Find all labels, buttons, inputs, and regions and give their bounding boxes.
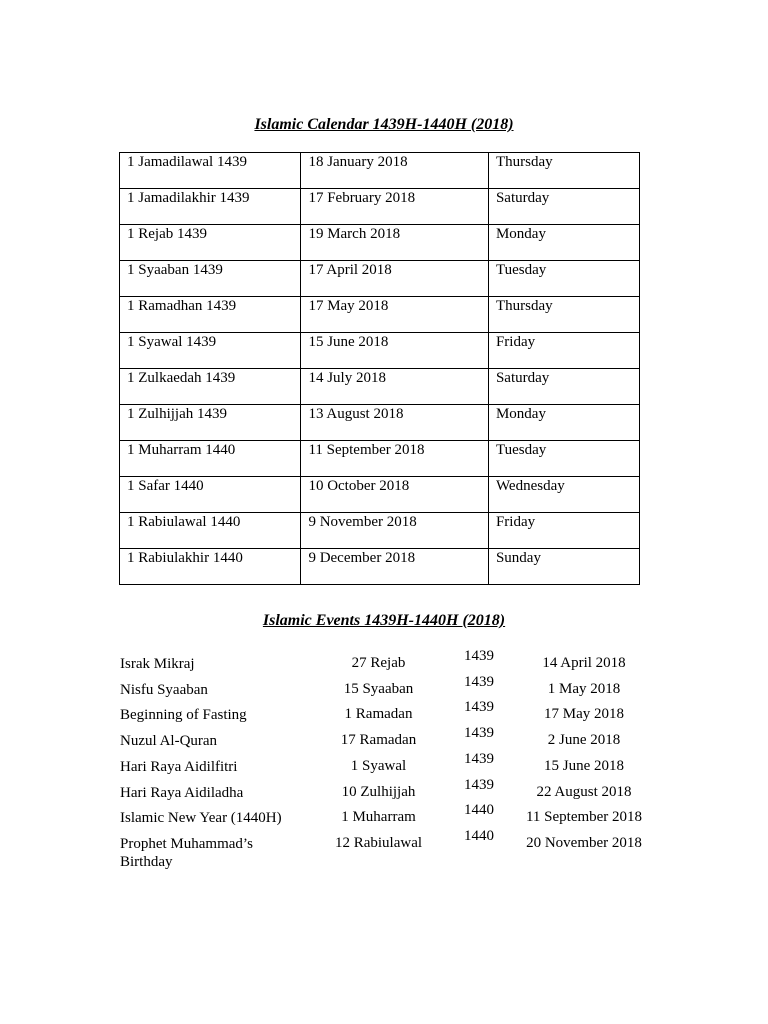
calendar-row — [120, 405, 640, 441]
event-hijri-date: 1 Muharram — [341, 809, 416, 825]
event-gregorian-date: 11 September 2018 — [525, 809, 643, 825]
event-hijri-date: 15 Syaaban — [343, 681, 414, 697]
event-gregorian-date: 1 May 2018 — [547, 681, 621, 697]
hijri-date-cell: 1 Rabiulawal 1440 — [120, 513, 301, 549]
event-hijri-date: 1 Syawal — [350, 758, 407, 774]
calendar-row — [120, 297, 640, 333]
weekday-cell: Monday — [488, 225, 639, 261]
hijri-date-cell: 1 Rejab 1439 — [120, 225, 301, 261]
gregorian-date-cell: 14 July 2018 — [301, 369, 489, 405]
event-name: Hari Raya Aidiladha — [120, 785, 244, 801]
weekday-cell: Saturday — [488, 189, 639, 225]
hijri-date-cell: 1 Zulhijjah 1439 — [120, 405, 301, 441]
event-hijri-date: 17 Ramadan — [340, 732, 417, 748]
hijri-date-cell: 1 Safar 1440 — [120, 477, 301, 513]
event-name: Hari Raya Aidilfitri — [120, 759, 238, 775]
hijri-date-cell: 1 Ramadhan 1439 — [120, 297, 301, 333]
hijri-date-cell: 1 Rabiulakhir 1440 — [120, 549, 301, 585]
gregorian-date-cell: 10 October 2018 — [301, 477, 489, 513]
weekday-cell: Friday — [488, 333, 639, 369]
gregorian-date-cell: 9 November 2018 — [301, 513, 489, 549]
event-hijri-year: 1439 — [464, 725, 494, 741]
event-row — [0, 648, 768, 678]
calendar-table — [119, 152, 640, 585]
event-gregorian-date: 15 June 2018 — [544, 758, 624, 774]
event-name: Islamic New Year (1440H) — [120, 810, 282, 826]
event-row — [0, 725, 768, 755]
weekday-cell: Tuesday — [488, 261, 639, 297]
event-hijri-date: 10 Zulhijjah — [341, 784, 416, 800]
hijri-date-cell: 1 Muharram 1440 — [120, 441, 301, 477]
calendar-row — [120, 441, 640, 477]
calendar-row — [120, 225, 640, 261]
hijri-date-cell: 1 Jamadilakhir 1439 — [120, 189, 301, 225]
event-gregorian-date: 17 May 2018 — [544, 706, 624, 722]
weekday-cell: Thursday — [488, 153, 639, 189]
gregorian-date-cell: 13 August 2018 — [301, 405, 489, 441]
event-row — [0, 751, 768, 781]
event-gregorian-date: 20 November 2018 — [526, 835, 642, 851]
event-hijri-date: 27 Rejab — [351, 655, 406, 671]
event-hijri-year: 1440 — [464, 828, 494, 844]
hijri-date-cell: 1 Syawal 1439 — [120, 333, 301, 369]
event-hijri-year: 1439 — [464, 674, 494, 690]
gregorian-date-cell: 18 January 2018 — [301, 153, 489, 189]
gregorian-date-cell: 9 December 2018 — [301, 549, 489, 585]
event-hijri-year: 1440 — [464, 802, 494, 818]
calendar-row — [120, 477, 640, 513]
calendar-row — [120, 513, 640, 549]
calendar-row — [120, 153, 640, 189]
event-hijri-year: 1439 — [464, 777, 494, 793]
calendar-title: Islamic Calendar 1439H-1440H (2018) — [254, 116, 514, 133]
weekday-cell: Friday — [488, 513, 639, 549]
event-hijri-year: 1439 — [464, 699, 494, 715]
gregorian-date-cell: 15 June 2018 — [301, 333, 489, 369]
calendar-row — [120, 189, 640, 225]
gregorian-date-cell: 17 April 2018 — [301, 261, 489, 297]
weekday-cell: Saturday — [488, 369, 639, 405]
event-row — [0, 777, 768, 807]
calendar-row — [120, 261, 640, 297]
event-name: Israk Mikraj — [120, 656, 195, 672]
calendar-row — [120, 369, 640, 405]
weekday-cell: Wednesday — [488, 477, 639, 513]
events-title: Islamic Events 1439H-1440H (2018) — [262, 612, 506, 629]
weekday-cell: Sunday — [488, 549, 639, 585]
event-hijri-year: 1439 — [464, 648, 494, 664]
event-row — [0, 802, 768, 832]
event-row — [0, 699, 768, 729]
gregorian-date-cell: 17 May 2018 — [301, 297, 489, 333]
event-name: Beginning of Fasting — [120, 707, 247, 723]
event-row — [0, 828, 768, 870]
event-hijri-date: 1 Ramadan — [344, 706, 413, 722]
event-gregorian-date: 14 April 2018 — [542, 655, 626, 671]
hijri-date-cell: 1 Syaaban 1439 — [120, 261, 301, 297]
event-gregorian-date: 22 August 2018 — [536, 784, 632, 800]
event-gregorian-date: 2 June 2018 — [547, 732, 621, 748]
event-name: Nuzul Al-Quran — [120, 733, 218, 749]
event-row — [0, 674, 768, 704]
weekday-cell: Thursday — [488, 297, 639, 333]
calendar-row — [120, 333, 640, 369]
gregorian-date-cell: 17 February 2018 — [301, 189, 489, 225]
event-name: Nisfu Syaaban — [120, 682, 208, 698]
gregorian-date-cell: 11 September 2018 — [301, 441, 489, 477]
hijri-date-cell: 1 Jamadilawal 1439 — [120, 153, 301, 189]
calendar-row — [120, 549, 640, 585]
weekday-cell: Tuesday — [488, 441, 639, 477]
weekday-cell: Monday — [488, 405, 639, 441]
event-hijri-year: 1439 — [464, 751, 494, 767]
gregorian-date-cell: 19 March 2018 — [301, 225, 489, 261]
hijri-date-cell: 1 Zulkaedah 1439 — [120, 369, 301, 405]
event-hijri-date: 12 Rabiulawal — [334, 835, 423, 851]
event-name: Prophet Muhammad’s Birthday — [120, 836, 253, 870]
